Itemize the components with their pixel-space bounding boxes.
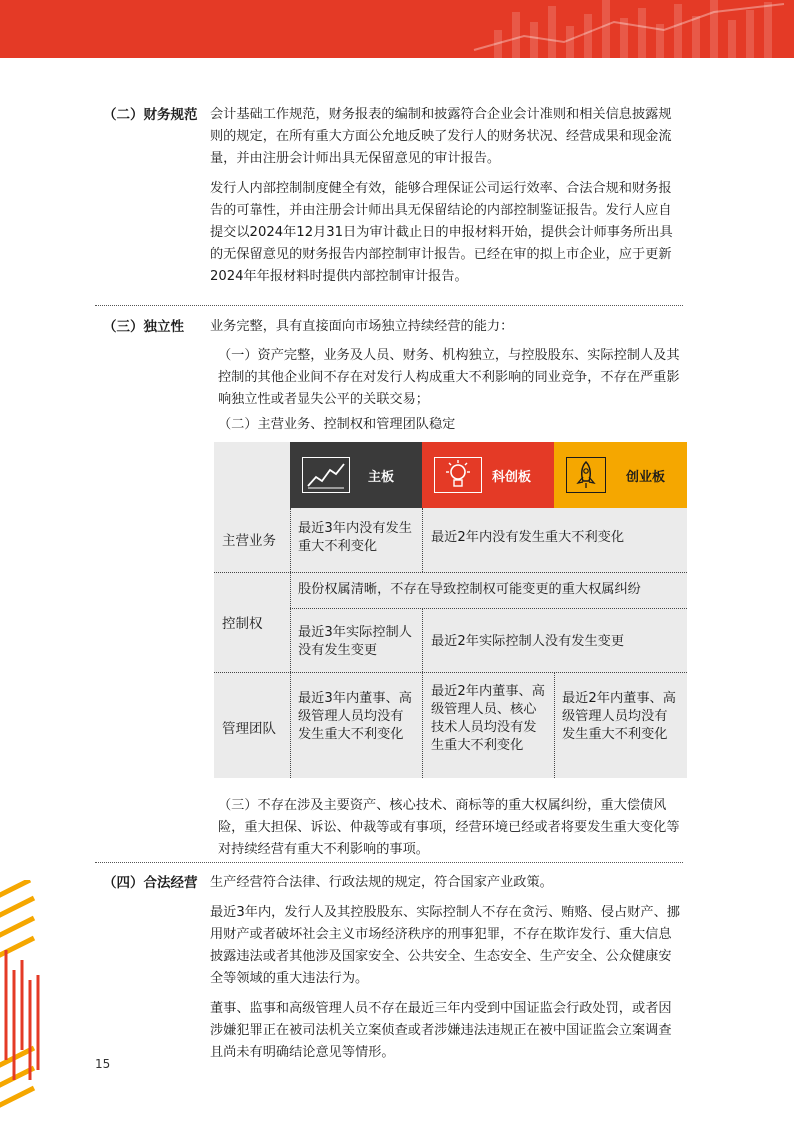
paragraph: 生产经营符合法律、行政法规的规定，符合国家产业政策。	[210, 875, 553, 890]
page-number: 15	[95, 1057, 111, 1071]
paragraph: （一）资产完整，业务及人员、财务、机构独立，与控股股东、实际控制人及其控制的其他企业间不存在对发行人构成重大不利影响的同业竞争，不存在严重影响独立性或者显失公平的关联交易；	[218, 348, 680, 407]
cell-business-other: 最近2年内没有发生重大不利变化	[431, 530, 625, 545]
paragraph: 最近3年内，发行人及其控股股东、实际控制人不存在贪污、贿赂、侵占财产、挪用财产或者破坏社会主义市场经济秩序的刑事犯罪，不存在欺诈发行、重大信息披露违法或者其他涉及国家安全、公共安全、生态安全、生产安全、公众健康安全等领域的重大违法行为。	[210, 905, 680, 986]
stripe-decoration	[0, 880, 60, 1123]
header-label: 创业板	[626, 469, 666, 485]
row-separator	[214, 572, 687, 573]
section-body-financial	[210, 104, 680, 296]
paragraph: 董事、监事和高级管理人员不存在最近三年内受到中国证监会行政处罚，或者因涉嫌犯罪正在被司法机关立案侦查或者涉嫌违法违规正在被中国证监会立案调查且尚未有明确结论意见等情形。	[210, 1001, 672, 1060]
column-separator	[290, 508, 291, 778]
section-label-financial: （二）财务规范	[103, 107, 198, 123]
cell-control-main: 最近3年实际控制人没有发生变更	[298, 625, 412, 658]
paragraph: （二）主营业务、控制权和管理团队稳定	[218, 417, 456, 432]
cell-control-common: 股份权属清晰，不存在导致控制权可能变更的重大权属纠纷	[298, 582, 641, 597]
section-label-legal: （四）合法经营	[103, 875, 198, 891]
paragraph: （三）不存在涉及主要资产、核心技术、商标等的重大权属纠纷，重大偿债风险，重大担保、诉讼、仲裁等或有事项，经营环境已经或者将要发生重大变化等对持续经营有重大不利影响的事项。	[218, 798, 680, 857]
header-star-board	[422, 442, 554, 508]
column-separator	[422, 508, 423, 572]
header-chinext	[554, 442, 687, 508]
section-divider	[95, 305, 683, 306]
column-separator	[422, 608, 423, 778]
board-comparison-table	[214, 442, 687, 778]
section-label-independence: （三）独立性	[103, 319, 184, 335]
paragraph: 会计基础工作规范，财务报表的编制和披露符合企业会计准则和相关信息披露规则的规定，在所有重大方面公允地反映了发行人的财务状况、经营成果和现金流量，并由注册会计师出具无保留意见的审计报告。	[210, 107, 672, 166]
bar-chart-decoration	[454, 0, 794, 58]
row-separator	[214, 672, 687, 673]
cell-team-chinext: 最近2年内董事、高级管理人员均没有发生重大不利变化	[562, 691, 676, 742]
line-chart-icon	[302, 457, 350, 493]
cell-business-main: 最近3年内没有发生重大不利变化	[298, 521, 412, 554]
header-banner	[0, 0, 794, 58]
lightbulb-icon	[434, 457, 482, 493]
section-body-independence-continued	[210, 795, 680, 869]
column-separator	[554, 672, 555, 778]
header-main-board	[290, 442, 422, 508]
row-label-business: 主营业务	[222, 533, 276, 549]
header-label: 主板	[368, 469, 395, 485]
row-label-control: 控制权	[222, 616, 263, 632]
rocket-icon	[566, 457, 606, 493]
section-divider	[95, 862, 683, 863]
cell-control-other: 最近2年实际控制人没有发生变更	[431, 634, 625, 649]
header-label: 科创板	[492, 469, 532, 485]
row-label-team: 管理团队	[222, 721, 276, 737]
row-separator	[290, 608, 687, 609]
cell-team-star: 最近2年内董事、高级管理人员、核心技术人员均没有发生重大不利变化	[431, 684, 545, 753]
paragraph: 发行人内部控制制度健全有效，能够合理保证公司运行效率、合法合规和财务报告的可靠性，并由注册会计师出具无保留结论的内部控制鉴证报告。发行人应自提交以2024年12月31日为审计截止日的申报材料开始，提供会计师事务所出具的无保留意见的财务报告内部控制审计报告。已经在审的拟上市企业，应于更新2024年年报材料时提供内部控制审计报告。	[210, 181, 673, 284]
paragraph: 业务完整，具有直接面向市场独立持续经营的能力：	[210, 319, 514, 334]
section-body-legal	[210, 872, 680, 1072]
cell-team-main: 最近3年内董事、高级管理人员均没有发生重大不利变化	[298, 691, 412, 742]
section-body-independence	[210, 316, 680, 444]
